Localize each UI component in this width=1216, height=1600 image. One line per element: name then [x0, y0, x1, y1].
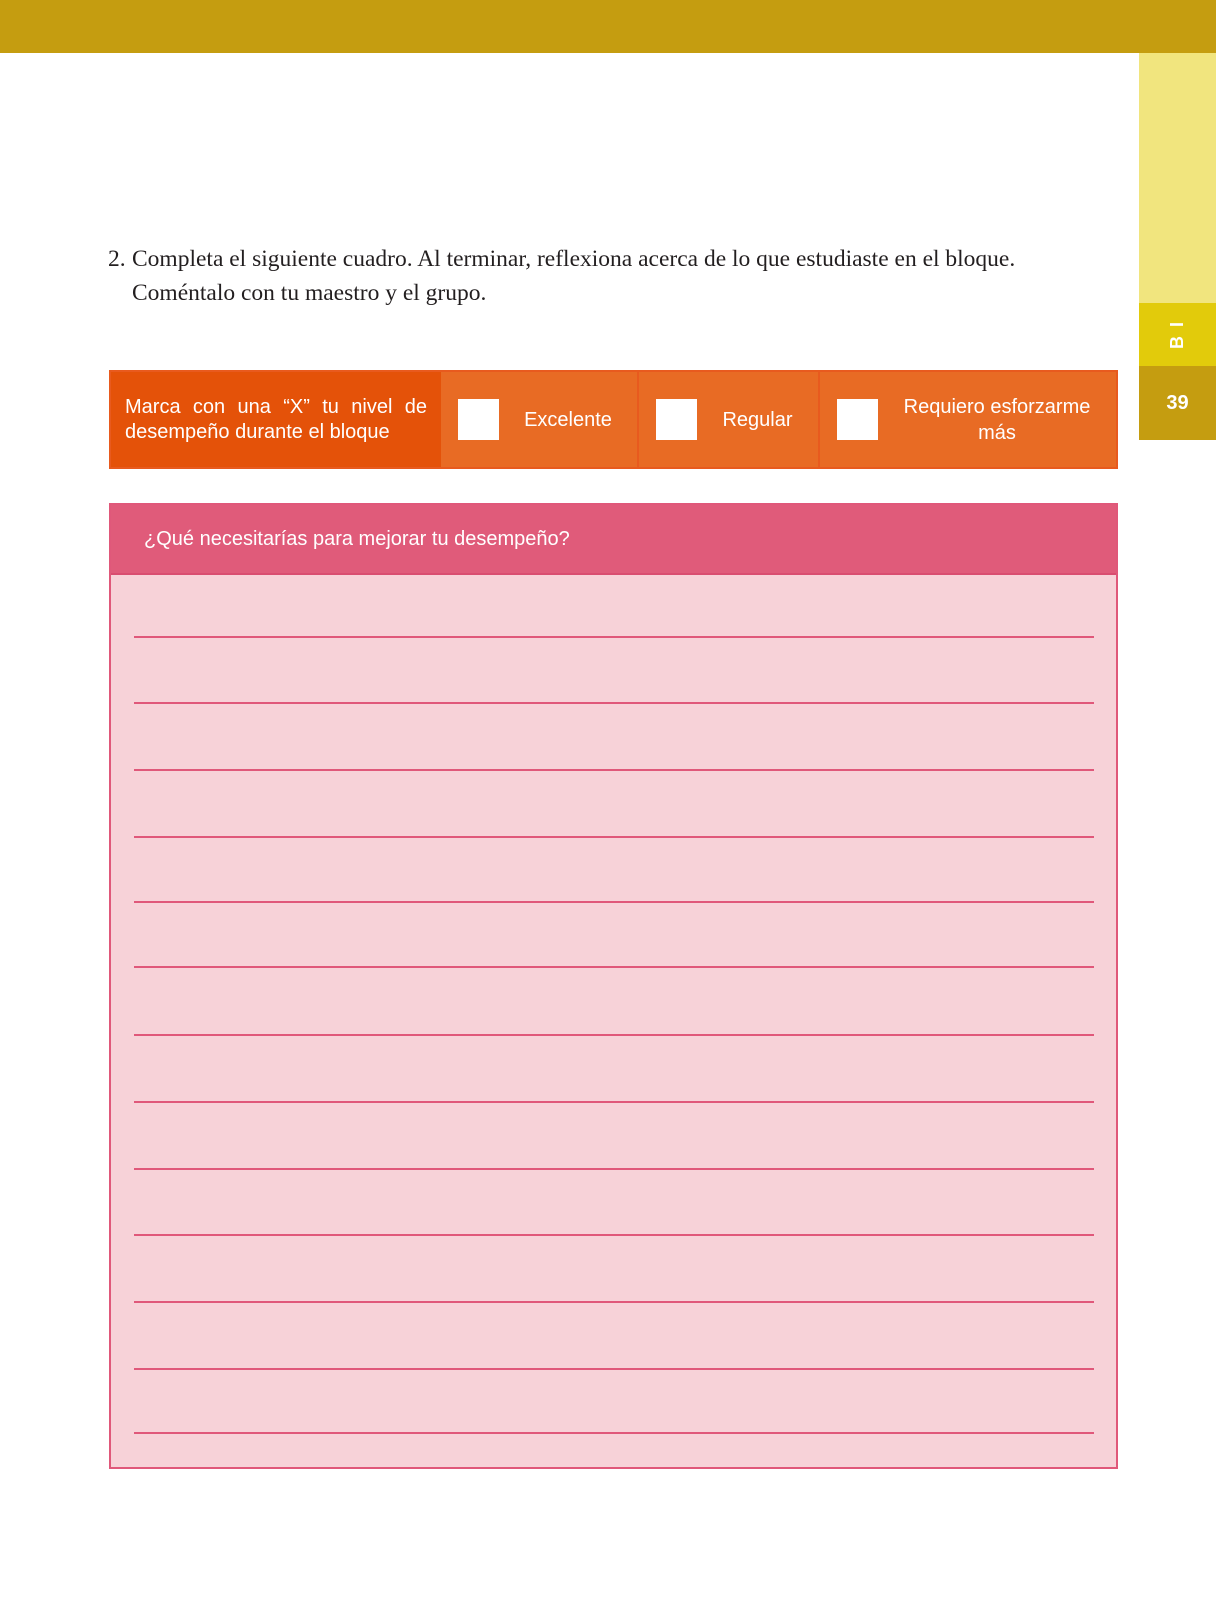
improvement-question-box — [109, 503, 1118, 1469]
side-tab-decoration — [1139, 53, 1216, 303]
writing-line[interactable] — [134, 1168, 1094, 1170]
rating-option-label: Requiero esforzarme más — [903, 395, 1091, 444]
writing-line[interactable] — [134, 636, 1094, 638]
writing-line[interactable] — [134, 1368, 1094, 1370]
writing-line[interactable] — [134, 966, 1094, 968]
checkbox-requiero[interactable] — [837, 399, 878, 440]
instruction-line-1-text: Completa el siguiente cuadro. Al terminar, reflexiona acerca de lo que estudiaste en el bloque. — [132, 246, 1016, 272]
rating-option-requiero[interactable] — [818, 372, 1116, 467]
writing-line[interactable] — [134, 702, 1094, 704]
top-header-bar — [0, 0, 1216, 53]
performance-rating-bar — [109, 370, 1118, 469]
writing-line[interactable] — [134, 836, 1094, 838]
question-title: ¿Qué necesitarías para mejorar tu desempeño? — [111, 505, 1116, 575]
rating-prompt: Marca con una “X” tu nivel de desempeño durante el bloque — [111, 372, 441, 467]
writing-line[interactable] — [134, 1432, 1094, 1434]
writing-line[interactable] — [134, 769, 1094, 771]
writing-line[interactable] — [134, 1301, 1094, 1303]
rating-option-label: Excelente — [524, 408, 612, 431]
writing-line[interactable] — [134, 901, 1094, 903]
writing-line[interactable] — [134, 1034, 1094, 1036]
instruction-number: 2. — [108, 246, 126, 272]
writing-line[interactable] — [134, 1101, 1094, 1103]
instruction-line-2: Coméntalo con tu maestro y el grupo. — [132, 280, 487, 306]
rating-option-regular[interactable] — [637, 372, 818, 467]
checkbox-excelente[interactable] — [458, 399, 499, 440]
rating-option-excelente[interactable] — [441, 372, 637, 467]
writing-line[interactable] — [134, 1234, 1094, 1236]
block-tab — [1139, 303, 1216, 366]
instruction-text — [108, 242, 1118, 310]
page-number: 39 — [1139, 366, 1216, 440]
block-label: B I — [1166, 319, 1187, 350]
checkbox-regular[interactable] — [656, 399, 697, 440]
rating-option-label: Regular — [722, 408, 793, 431]
instruction-line-1 — [108, 242, 1118, 276]
